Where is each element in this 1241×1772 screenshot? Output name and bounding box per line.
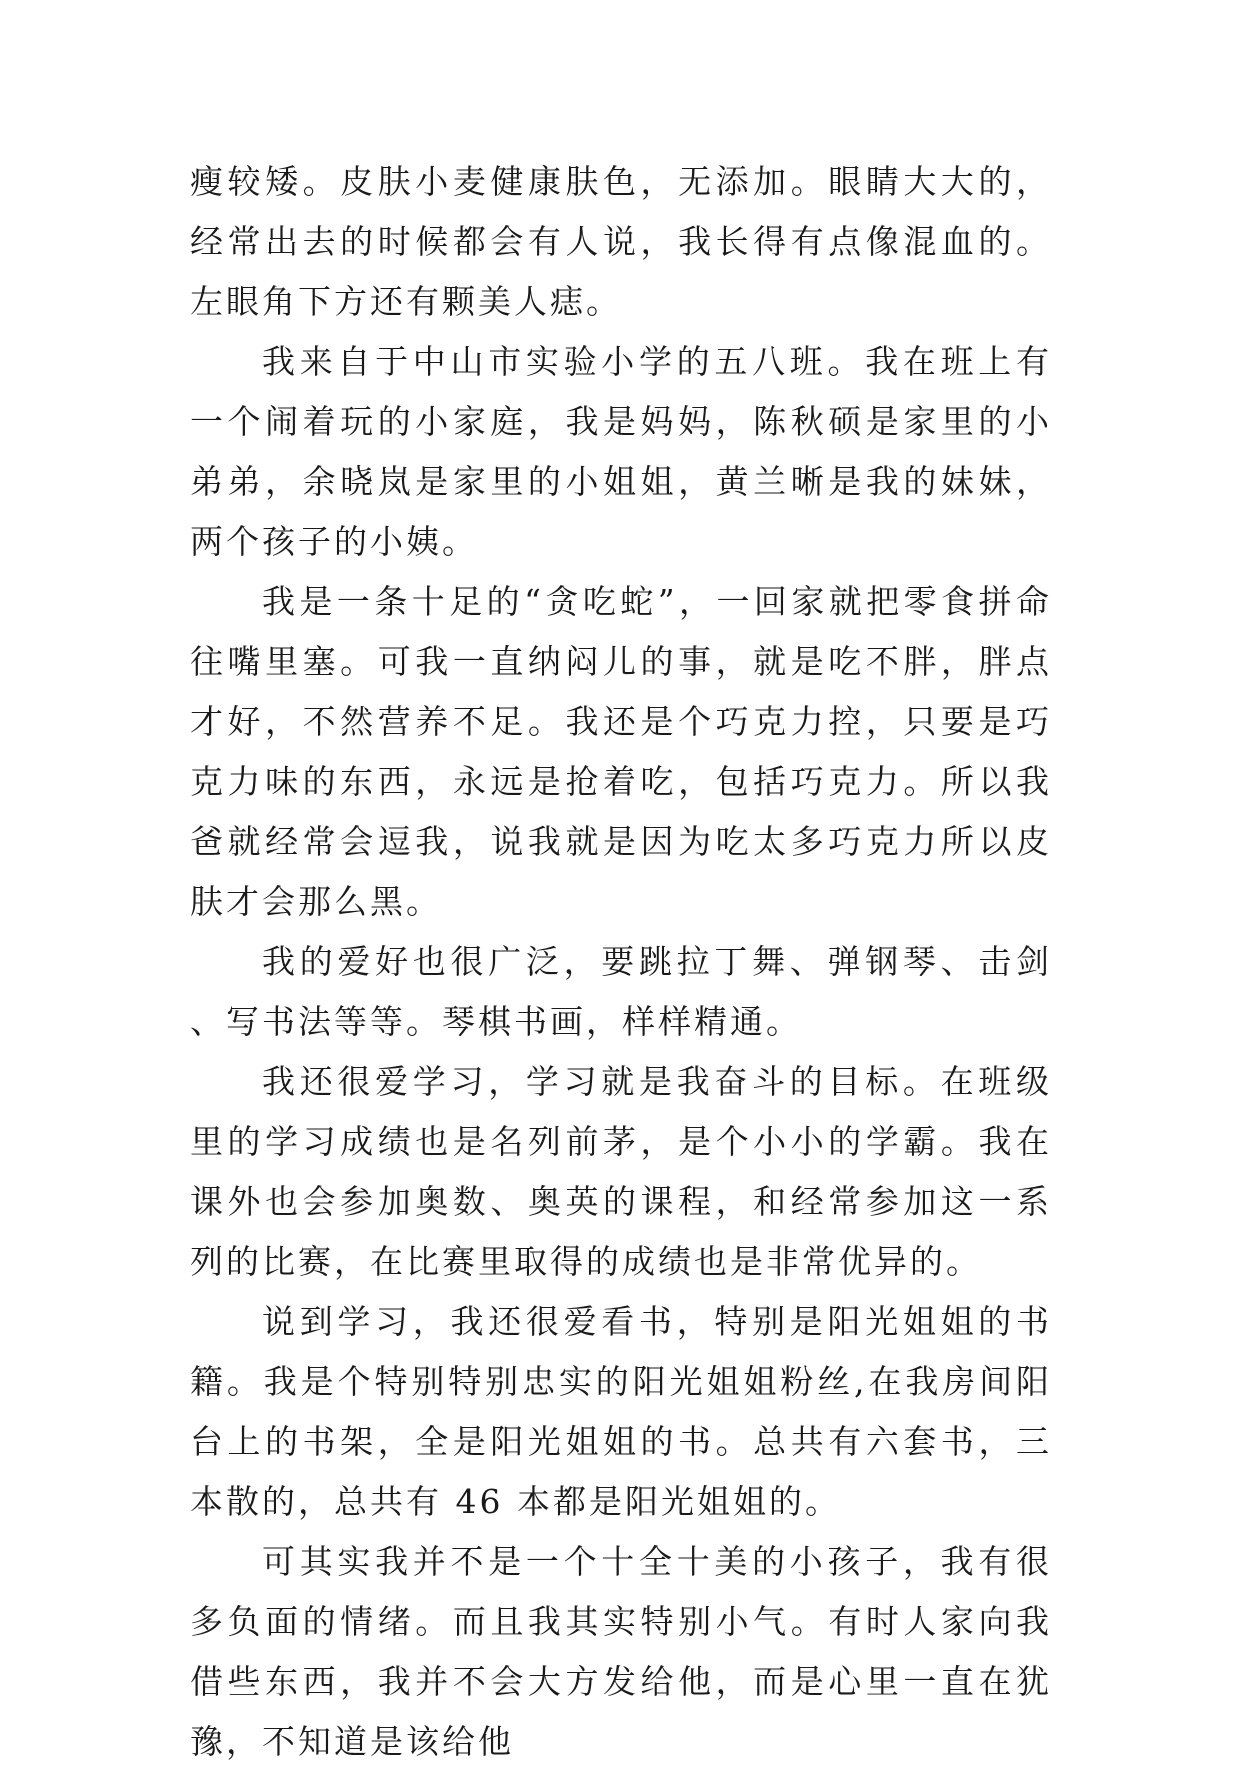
paragraph-6: 说到学习，我还很爱看书，特别是阳光姐姐的书籍。我是个特别特别忠实的阳光姐姐粉丝,在我房间阳台上的书架，全是阳光姐姐的书。总共有六套书，三本散的，总共有 46 本都是阳光姐姐的。 bbox=[190, 1302, 1052, 1521]
paragraph-3: 我是一条十足的“贪吃蛇”，一回家就把零食拼命往嘴里塞。可我一直纳闷儿的事，就是吃不胖，胖点才好，不然营养不足。我还是个巧克力控，只要是巧克力味的东西，永远是抢着吃，包括巧克力。所以我爸就经常会逗我，说我就是因为吃太多巧克力所以皮肤才会那么黑。 bbox=[190, 582, 1052, 921]
paragraph-1: 瘦较矮。皮肤小麦健康肤色，无添加。眼睛大大的，经常出去的时候都会有人说，我长得有点像混血的。左眼角下方还有颗美人痣。 bbox=[190, 162, 1052, 321]
paragraph-5: 我还很爱学习，学习就是我奋斗的目标。在班级里的学习成绩也是名列前茅，是个小小的学霸。我在课外也会参加奥数、奥英的课程，和经常参加这一系列的比赛，在比赛里取得的成绩也是非常优异的。 bbox=[190, 1062, 1052, 1281]
paragraph-4: 我的爱好也很广泛，要跳拉丁舞、弹钢琴、击剑、写书法等等。琴棋书画，样样精通。 bbox=[190, 942, 1052, 1041]
paragraph-7: 可其实我并不是一个十全十美的小孩子，我有很多负面的情绪。而且我其实特别小气。有时人家向我借些东西，我并不会大方发给他，而是心里一直在犹豫，不知道是该给他 bbox=[190, 1542, 1052, 1761]
paragraph-2: 我来自于中山市实验小学的五八班。我在班上有一个闹着玩的小家庭，我是妈妈，陈秋硕是家里的小弟弟，余晓岚是家里的小姐姐，黄兰晰是我的妹妹，两个孩子的小姨。 bbox=[190, 342, 1052, 561]
document-body bbox=[190, 152, 1052, 1772]
